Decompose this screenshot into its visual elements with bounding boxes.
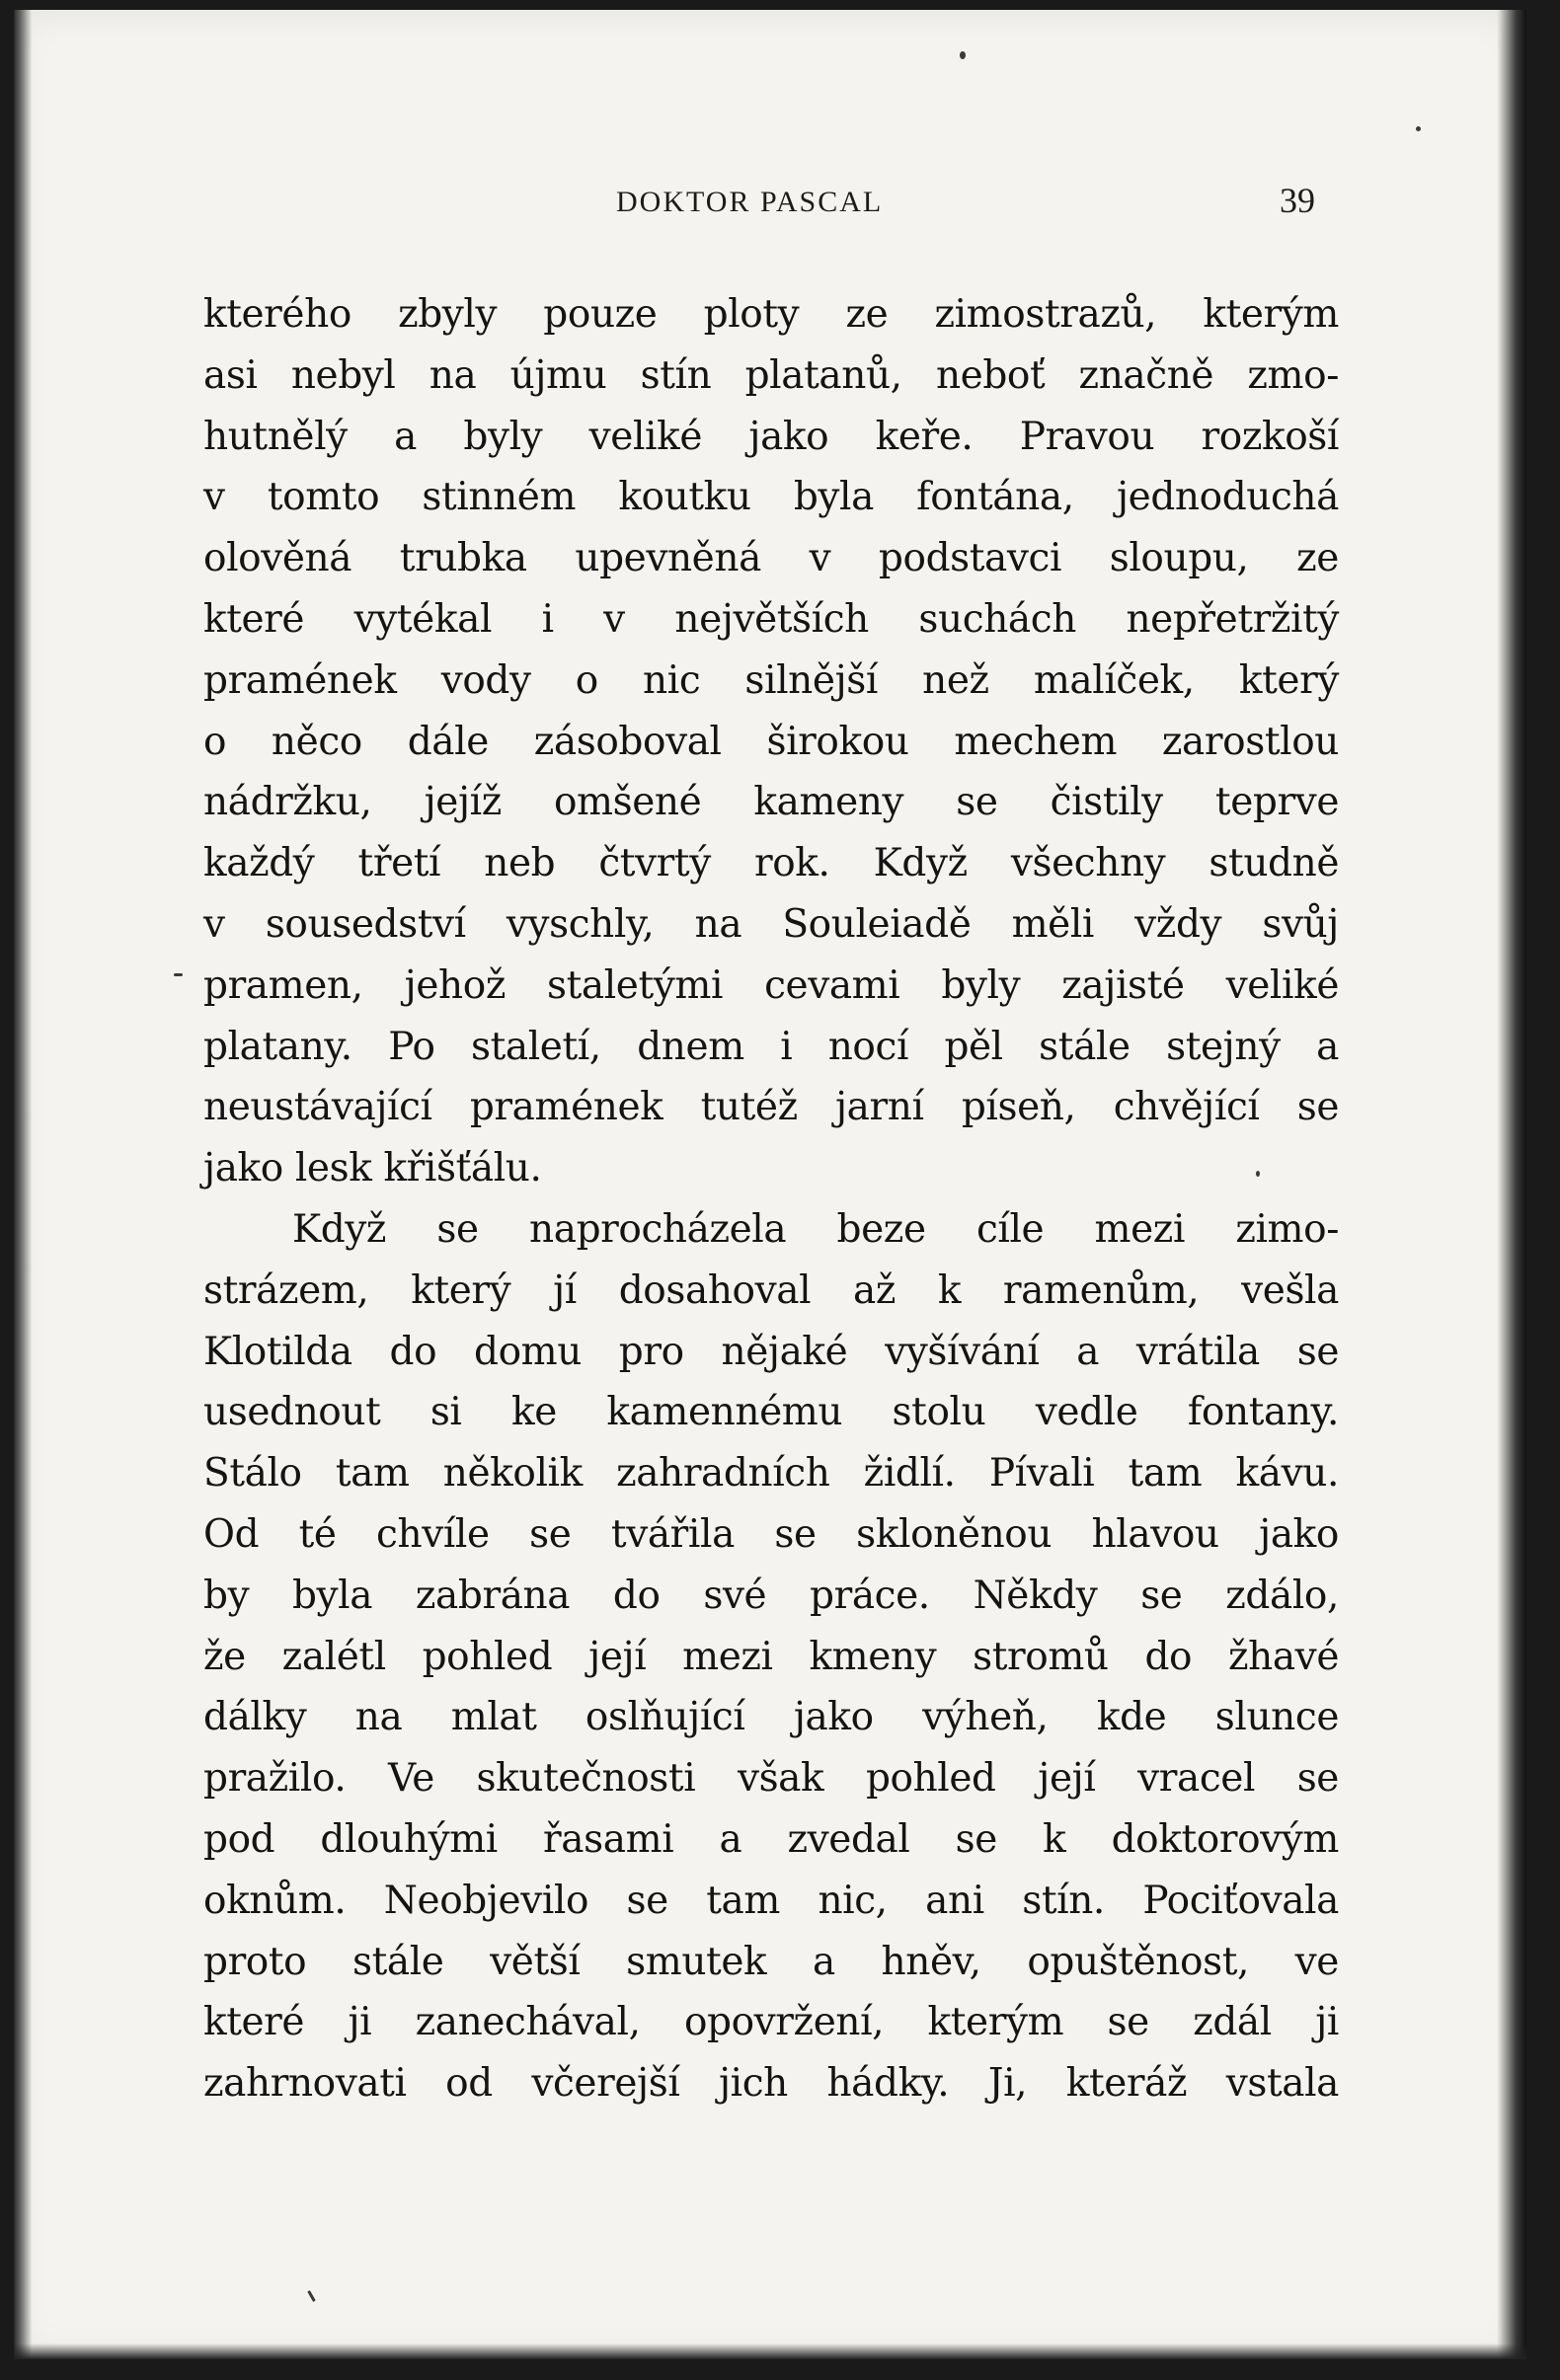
text-line: zahrnovati od včerejší jich hádky. Ji, kteráž vstala — [203, 2061, 1339, 2107]
text-line: pod dlouhými řasami a zvedal se k doktorovým — [203, 1816, 1339, 1862]
text-line: které ji zanechával, opovržení, kterým se zdál ji — [203, 2000, 1339, 2045]
text-line: Klotilda do domu pro nějaké vyšívání a vrátila se — [203, 1329, 1339, 1374]
text-line: neustávající pramének tutéž jarní píseň, chvějící se — [203, 1085, 1339, 1130]
text-line: olověná trubka upevněná v podstavci sloupu, ze — [203, 536, 1339, 581]
text-line: kterého zbyly pouze ploty ze zimostrazů, kterým — [203, 292, 1339, 337]
paper-speck — [174, 973, 183, 976]
text-line: pramen, jehož staletými cevami byly zajisté veliké — [203, 962, 1339, 1008]
paper-speck — [960, 51, 966, 59]
paragraph-start-line: Když se naprocházela beze cíle mezi zimo- — [292, 1206, 1339, 1252]
text-line: nádržku, jejíž omšené kameny se čistily teprve — [203, 780, 1339, 825]
text-line: pramének vody o nic silnější než malíček, který — [203, 657, 1339, 703]
paragraph-end-line: jako lesk křišťálu. — [203, 1146, 542, 1191]
book-page — [14, 10, 1526, 2359]
text-line: o něco dále zásoboval širokou mechem zarostlou — [203, 719, 1339, 764]
page-left-edge — [14, 10, 32, 2359]
paper-speck — [307, 2290, 316, 2302]
text-line: v sousedství vyschly, na Souleiadě měli vždy svůj — [203, 901, 1339, 947]
text-line: hutnělý a byly veliké jako keře. Pravou rozkoší — [203, 414, 1339, 459]
text-line: asi nebyl na újmu stín platanů, neboť značně zmo- — [203, 352, 1339, 398]
text-line: usednout si ke kamennému stolu vedle fontany. — [203, 1390, 1339, 1435]
text-line: platany. Po staletí, dnem i nocí pěl stále stejný a — [203, 1024, 1339, 1069]
body-text — [203, 284, 1339, 2114]
paper-speck — [1416, 126, 1421, 131]
page-right-edge — [1497, 10, 1526, 2359]
text-line: Od té chvíle se tvářila se skloněnou hlavou jako — [203, 1511, 1339, 1557]
text-line: Stálo tam několik zahradních židlí. Pívali tam kávu. — [203, 1451, 1339, 1497]
page-bottom-edge — [14, 2343, 1526, 2359]
running-title: DOKTOR PASCAL — [616, 186, 884, 218]
text-line: dálky na mlat oslňující jako výheň, kde slunce — [203, 1695, 1339, 1740]
text-line: že zalétl pohled její mezi kmeny stromů do žhavé — [203, 1634, 1339, 1679]
text-line: strázem, který jí dosahoval až k ramenům, vešla — [203, 1267, 1339, 1313]
text-line: které vytékal i v největších suchách nepřetržitý — [203, 596, 1339, 642]
text-line: oknům. Neobjevilo se tam nic, ani stín. Pociťovala — [203, 1878, 1339, 1923]
text-line: v tomto stinném koutku byla fontána, jednoduchá — [203, 475, 1339, 520]
text-line: proto stále větší smutek a hněv, opuštěnost, ve — [203, 1939, 1339, 1984]
page-number: 39 — [1280, 181, 1315, 220]
text-line: pražilo. Ve skutečnosti však pohled její vracel se — [203, 1756, 1339, 1802]
text-line: každý třetí neb čtvrtý rok. Když všechny studně — [203, 841, 1339, 886]
text-line: by byla zabrána do své práce. Někdy se zdálo, — [203, 1573, 1339, 1618]
